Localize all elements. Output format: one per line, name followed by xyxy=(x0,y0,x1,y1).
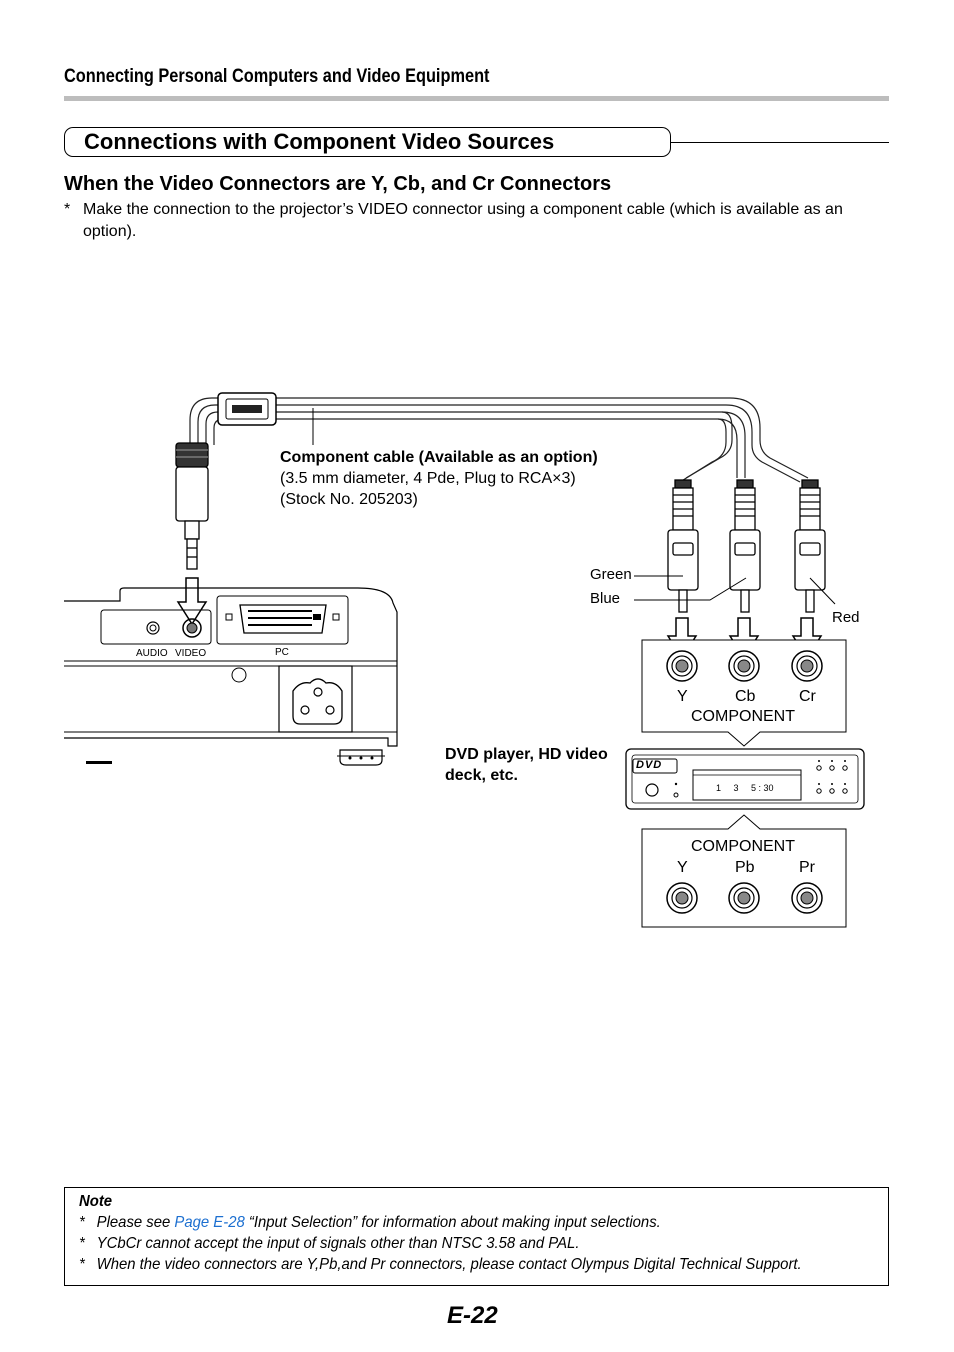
top-panel-name: COMPONENT xyxy=(691,708,795,725)
port-label-video: VIDEO xyxy=(175,648,207,659)
dvd-display: 1 3 5 : 30 xyxy=(716,783,774,793)
cable-caption-title: Component cable (Available as an option) xyxy=(280,449,598,466)
cable-caption-stock: (Stock No. 205203) xyxy=(280,491,418,508)
top-jack-cr: Cr xyxy=(799,688,816,705)
rca-plug-blue xyxy=(730,480,760,612)
ferrite-core xyxy=(218,393,276,425)
intro-note-text: Make the connection to the projector’s VIDEO connector using a component cable (which is available as an option). xyxy=(83,201,843,240)
label-green: Green xyxy=(590,566,632,583)
note-title: Note xyxy=(79,1193,113,1210)
device-label-line2: deck, etc. xyxy=(445,767,518,784)
page-link[interactable]: Page E-28 xyxy=(174,1214,245,1231)
subsection-heading: When the Video Connectors are Y, Cb, and Cr Connectors xyxy=(64,173,612,195)
bottom-jack-pr: Pr xyxy=(799,859,815,876)
video-arrow xyxy=(178,578,206,624)
section-header: Connecting Personal Computers and Video Equipment xyxy=(64,66,490,87)
rca-plug-red xyxy=(795,480,825,612)
device-label-line1: DVD player, HD video xyxy=(445,746,608,763)
page-number: E-22 xyxy=(447,1302,498,1329)
cable-caption-detail: (3.5 mm diameter, 4 Pde, Plug to RCA×3) xyxy=(280,470,576,487)
bottom-jack-pb: Pb xyxy=(735,859,755,876)
rca-plug-green xyxy=(668,480,698,612)
port-label-pc: PC xyxy=(275,647,289,658)
dvd-player xyxy=(626,749,864,809)
note-item: * YCbCr cannot accept the input of signals other than NTSC 3.58 and PAL. xyxy=(79,1235,580,1252)
mini-plug xyxy=(176,443,208,569)
page-title: Connections with Component Video Sources xyxy=(84,129,555,154)
note-item: * When the video connectors are Y,Pb,and Pr connectors, please contact Olympus Digital Technical Support. xyxy=(79,1256,802,1273)
note-item: * Please see Page E-28 “Input Selection” for information about making input selections. xyxy=(79,1214,661,1231)
label-blue: Blue xyxy=(590,590,621,607)
note-box xyxy=(64,1187,889,1286)
bottom-jack-y: Y xyxy=(677,859,688,876)
top-jack-y: Y xyxy=(677,688,688,705)
label-red: Red xyxy=(832,609,860,626)
top-jack-cb: Cb xyxy=(735,688,756,705)
dvd-logo: DVD xyxy=(636,759,663,771)
bottom-panel-name: COMPONENT xyxy=(691,838,795,855)
port-label-audio: AUDIO xyxy=(136,648,168,659)
rca-plugs xyxy=(668,480,825,612)
projector xyxy=(64,588,397,765)
note-star: * xyxy=(64,201,71,218)
